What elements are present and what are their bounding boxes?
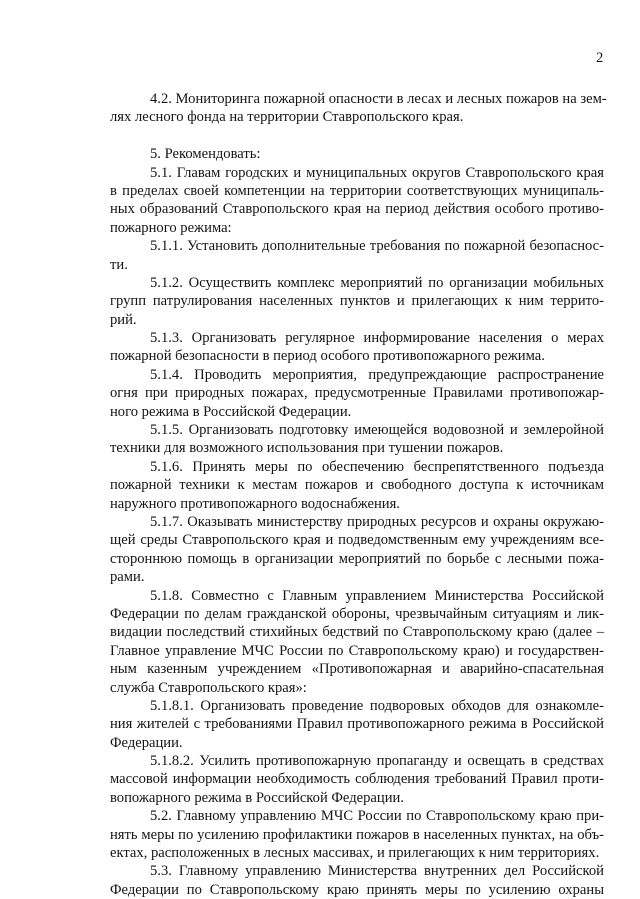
text-line: пожарной техники к местам пожаров и свободного доступа к источникам [110, 477, 604, 494]
text-line: техники для возможного использования при тушении пожаров. [110, 440, 504, 457]
text-line: стороннюю помощь в организации мероприятий по борьбе с лесными пожа- [110, 550, 604, 567]
text-line: рами. [110, 569, 145, 586]
paragraph-gap [110, 127, 604, 145]
text-line: 5.1. Главам городских и муниципальных округов Ставропольского края [150, 164, 604, 181]
text-line: 5.1.6. Принять меры по обеспечению беспрепятственного подъезда [150, 458, 604, 475]
page-number: 2 [596, 50, 604, 66]
text-line: 5.1.8. Совместно с Главным управлением Министерства Российской [150, 587, 604, 604]
text-line: Главное управление МЧС России по Ставропольскому краю) и государствен- [110, 642, 604, 659]
text-line: Федерации по Ставропольскому краю принять меры по усилению охраны [110, 881, 604, 898]
text-line: щей среды Ставропольского края и подведомственным ему учреждениям все- [110, 532, 604, 549]
text-line: лях лесного фонда на территории Ставропольского края. [110, 109, 464, 126]
text-line: рий. [110, 311, 137, 328]
text-line: 5.1.5. Организовать подготовку имеющейся водовозной и землеройной [150, 422, 604, 439]
text-line: групп патрулирования населенных пунктов и прилегающих к ним террито- [110, 293, 604, 310]
text-line: ти. [110, 256, 128, 273]
text-line: наружного противопожарного водоснабжения. [110, 495, 400, 512]
text-line: огня при природных пожарах, предусмотренные Правилами противопожар- [110, 385, 604, 402]
document-body [110, 90, 607, 899]
text-line: Федерации по делам гражданской обороны, чрезвычайным ситуациям и лик- [110, 605, 604, 622]
text-line: 5.1.8.2. Усилить противопожарную пропаганду и освещать в средствах [150, 753, 604, 770]
text-line: 5.3. Главному управлению Министерства внутренних дел Российской [150, 863, 604, 880]
text-line: 5.1.7. Оказывать министерству природных ресурсов и охраны окружаю- [150, 513, 604, 530]
text-line: пожарной безопасности в период особого противопожарного режима. [110, 348, 545, 365]
text-line: 4.2. Мониторинга пожарной опасности в лесах и лесных пожаров на зем- [150, 91, 607, 107]
text-line: Федерации. [110, 734, 183, 751]
text-line: массовой информации необходимость соблюдения требований Правил проти- [110, 771, 604, 788]
text-line: 5.1.2. Осуществить комплекс мероприятий по организации мобильных [150, 274, 604, 291]
text-line: ного режима в Российской Федерации. [110, 403, 352, 420]
text-line: 5.1.1. Установить дополнительные требования по пожарной безопаснос- [150, 238, 604, 255]
text-line: ектах, расположенных в лесных массивах, и прилегающих к ним территориях. [110, 845, 600, 862]
text-line: нять меры по усилению профилактики пожаров в населенных пунктах, на объ- [110, 826, 604, 843]
text-line: 5.1.4. Проводить мероприятия, предупреждающие распространение [150, 366, 604, 383]
text-line: ным казенным учреждением «Противопожарная и аварийно-спасательная [110, 661, 604, 678]
text-line: видации последствий стихийных бедствий по Ставропольскому краю (далее – [110, 624, 604, 641]
text-line: вопожарного режима в Российской Федерации. [110, 789, 404, 806]
text-line: пожарного режима: [110, 219, 232, 236]
text-line: ных образований Ставропольского края на период действия особого противо- [110, 201, 604, 218]
text-line: 5. Рекомендовать: [150, 146, 261, 163]
text-line: 5.1.8.1. Организовать проведение подворовых обходов для ознакомле- [150, 697, 604, 714]
text-line: в пределах своей компетенции на территории соответствующих муниципаль- [110, 182, 604, 199]
text-line: служба Ставропольского края»: [110, 679, 307, 696]
text-line: ния жителей с требованиями Правил противопожарного режима в Российской [110, 716, 604, 733]
text-line: 5.1.3. Организовать регулярное информирование населения о мерах [150, 330, 604, 347]
text-line: 5.2. Главному управлению МЧС России по Ставропольскому краю при- [150, 808, 604, 825]
